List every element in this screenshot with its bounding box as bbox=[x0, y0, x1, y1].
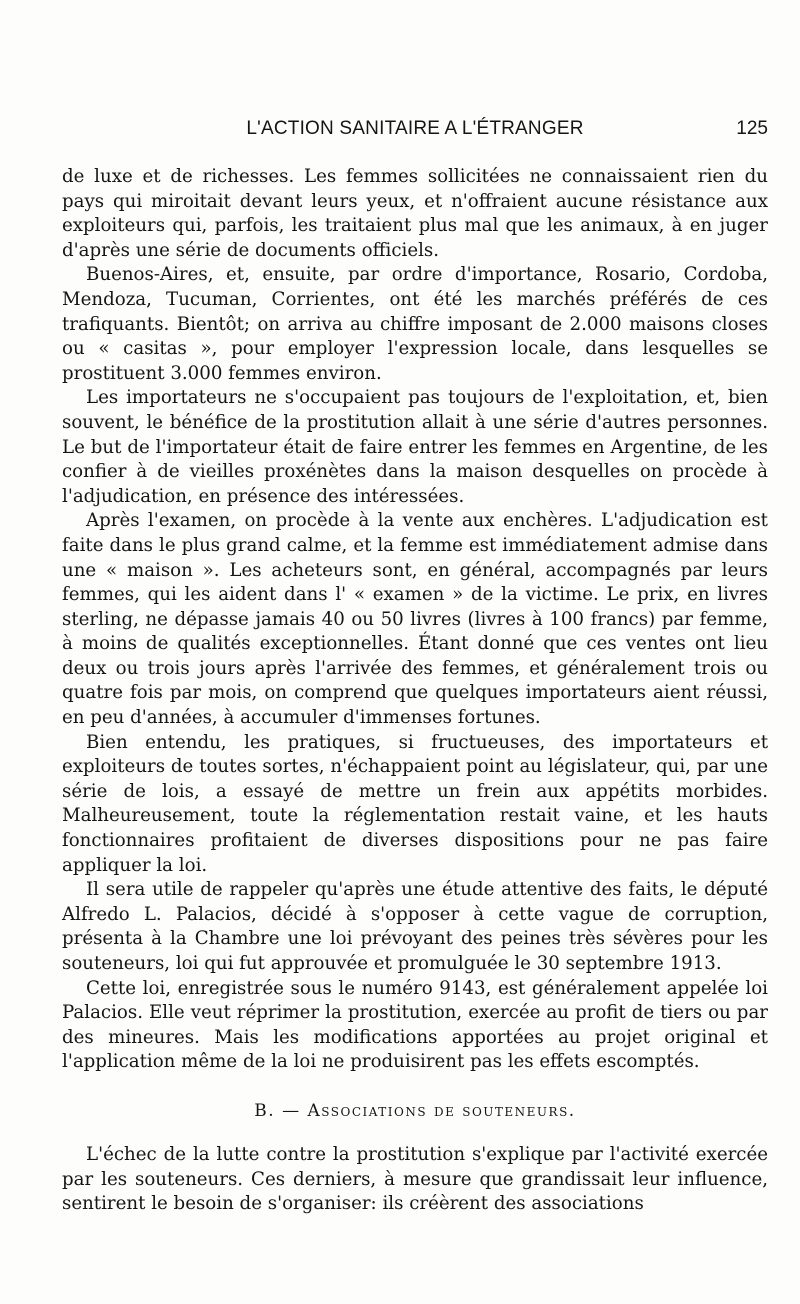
paragraph-final: L'échec de la lutte contre la prostitution s'explique par l'activité exercée par les souteneurs. Ces derniers, à mesure que grandissait leur influence, sentirent le besoin de s'organiser: ils créèrent des associations bbox=[62, 1143, 768, 1215]
paragraph-palacios: Il sera utile de rappeler qu'après une étude attentive des faits, le député Alfredo L. Palacios, décidé à s'opposer à cette vague de corruption, présenta à la Chambre une loi prévoyant des peines très sévères pour les souteneurs, loi qui fut approuvée et promulguée le 30 septembre 1913. bbox=[62, 879, 768, 974]
page-number: 125 bbox=[736, 118, 768, 139]
paragraph-legislation: Bien entendu, les pratiques, si fructueuses, des importateurs et exploiteurs de toutes sortes, n'échappaient point au législateur, qui, par une série de lois, a essayé de mettre un frein aux appétits morbides. Malheureusement, toute la réglementation restait vaine, et les hauts fonctionnaires profitaient de diverses dispositions pour ne pas faire appliquer la loi. bbox=[62, 731, 768, 876]
paragraph-cities: Buenos-Aires, et, ensuite, par ordre d'importance, Rosario, Cordoba, Mendoza, Tucuman, Corrientes, ont été les marchés préférés de ces trafiquants. Bientôt; on arriva au chiffre imposant de 2.000 maisons closes ou « casitas », pour employer l'expression locale, dans lesquelles se prostituent 3.000 femmes environ. bbox=[62, 264, 768, 384]
paragraph-law-9143: Cette loi, enregistrée sous le numéro 9143, est généralement appelée loi Palacios. Elle veut réprimer la prostitution, exercée au profit de tiers ou par des mineures. Mais les modifications apportées au projet original et l'application même de la loi ne produisirent pas les effets escomptés. bbox=[62, 977, 768, 1073]
paragraph-importers: Les importateurs ne s'occupaient pas toujours de l'exploitation, et, bien souvent, le bénéfice de la prostitution allait à une série d'autres personnes. Le but de l'importateur était de faire entrer les femmes en Argentine, de les confier à de vieilles proxénètes dans la maison desquelles on procède à l'adjudication, en présence des intéressées. bbox=[62, 387, 768, 507]
paragraph-continuation: de luxe et de richesses. Les femmes sollicitées ne connaissaient rien du pays qui miroitait devant leurs yeux, et n'offraient aucune résistance aux exploiteurs qui, parfois, les traitaient plus mal que les animaux, à en juger d'après une série de documents officiels. bbox=[62, 166, 768, 261]
page-header bbox=[62, 118, 768, 148]
running-title: L'ACTION SANITAIRE A L'ÉTRANGER bbox=[246, 118, 584, 139]
section-heading: B. — Associations de souteneurs. bbox=[254, 1100, 576, 1121]
paragraph-auction: Après l'examen, on procède à la vente aux enchères. L'adjudication est faite dans le plus grand calme, et la femme est immédiatement admise dans une « maison ». Les acheteurs sont, en général, accompagnés par leurs femmes, qui les aident dans l' « examen » de la victime. Le prix, en livres sterling, ne dépasse jamais 40 ou 50 livres (livres à 100 francs) par femme, à moins de qualités exceptionnelles. Étant donné que ces ventes ont lieu deux ou trois jours après l'arrivée des femmes, et généralement trois ou quatre fois par mois, on comprend que quelques importateurs aient réussi, en peu d'années, à accumuler d'immenses fortunes. bbox=[62, 510, 768, 729]
body-text bbox=[62, 165, 768, 1217]
